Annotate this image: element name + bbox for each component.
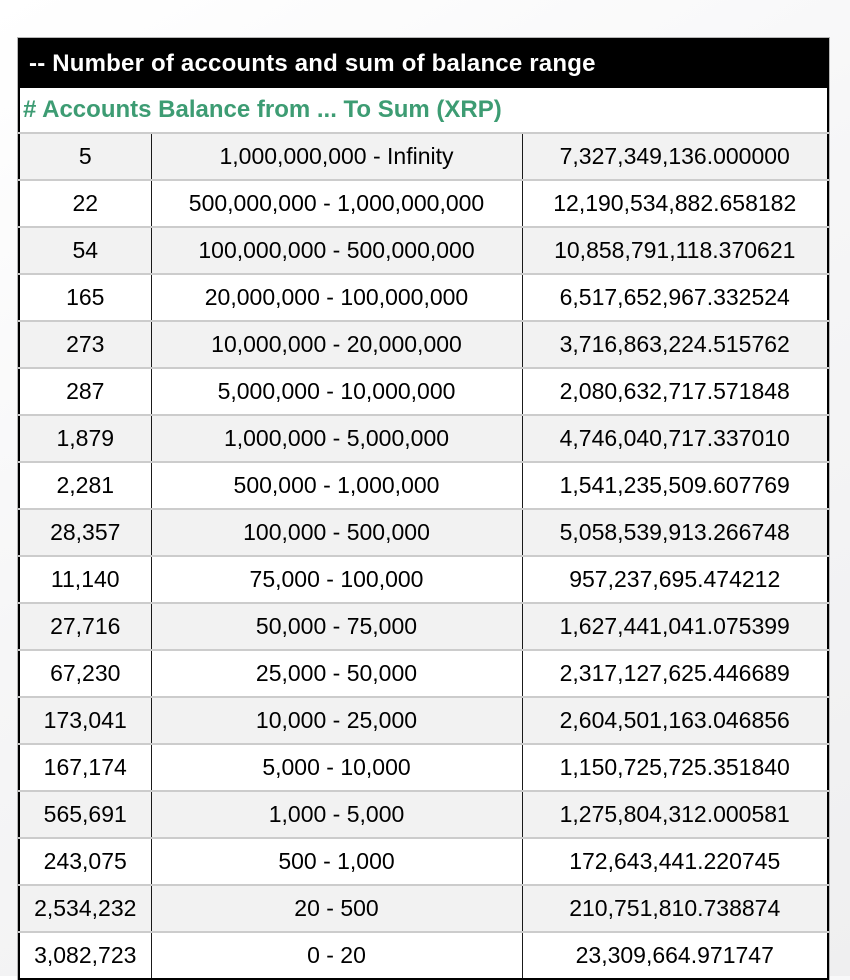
- table-row: [19, 368, 828, 415]
- balance-range-cell: 20,000,000 - 100,000,000: [151, 274, 522, 321]
- table-row: [19, 838, 828, 885]
- balance-range-cell: 1,000,000 - 5,000,000: [151, 415, 522, 462]
- sum-xrp-cell: 2,080,632,717.571848: [522, 368, 828, 415]
- accounts-cell: 28,357: [19, 509, 151, 556]
- sum-xrp-cell: 1,275,804,312.000581: [522, 791, 828, 838]
- accounts-cell: 54: [19, 227, 151, 274]
- table-row: [19, 274, 828, 321]
- sum-xrp-cell: 12,190,534,882.658182: [522, 180, 828, 227]
- table-row: [19, 321, 828, 368]
- balance-range-cell: 25,000 - 50,000: [151, 650, 522, 697]
- sum-xrp-cell: 172,643,441.220745: [522, 838, 828, 885]
- balance-distribution-section: [18, 38, 829, 980]
- table-row: [19, 180, 828, 227]
- balance-range-cell: 100,000,000 - 500,000,000: [151, 227, 522, 274]
- table-row: [19, 556, 828, 603]
- balance-range-cell: 1,000 - 5,000: [151, 791, 522, 838]
- sum-xrp-cell: 957,237,695.474212: [522, 556, 828, 603]
- accounts-cell: 173,041: [19, 697, 151, 744]
- balance-range-cell: 10,000 - 25,000: [151, 697, 522, 744]
- table-body: [19, 133, 828, 979]
- balance-range-cell: 5,000 - 10,000: [151, 744, 522, 791]
- accounts-cell: 167,174: [19, 744, 151, 791]
- table-row: [19, 227, 828, 274]
- sum-xrp-cell: 1,541,235,509.607769: [522, 462, 828, 509]
- accounts-cell: 165: [19, 274, 151, 321]
- sum-xrp-cell: 10,858,791,118.370621: [522, 227, 828, 274]
- accounts-cell: 273: [19, 321, 151, 368]
- sum-xrp-cell: 2,317,127,625.446689: [522, 650, 828, 697]
- sum-xrp-cell: 4,746,040,717.337010: [522, 415, 828, 462]
- table-row: [19, 744, 828, 791]
- balance-range-cell: 50,000 - 75,000: [151, 603, 522, 650]
- accounts-cell: 287: [19, 368, 151, 415]
- accounts-cell: 1,879: [19, 415, 151, 462]
- accounts-cell: 2,534,232: [19, 885, 151, 932]
- balance-range-cell: 5,000,000 - 10,000,000: [151, 368, 522, 415]
- sum-xrp-cell: 23,309,664.971747: [522, 932, 828, 979]
- table-row: [19, 133, 828, 180]
- accounts-cell: 11,140: [19, 556, 151, 603]
- accounts-cell: 67,230: [19, 650, 151, 697]
- table-row: [19, 603, 828, 650]
- table-row: [19, 697, 828, 744]
- accounts-cell: 27,716: [19, 603, 151, 650]
- balance-range-cell: 500,000 - 1,000,000: [151, 462, 522, 509]
- table-row: [19, 885, 828, 932]
- sum-xrp-cell: 6,517,652,967.332524: [522, 274, 828, 321]
- table-row: [19, 791, 828, 838]
- accounts-cell: 565,691: [19, 791, 151, 838]
- column-header-row: [19, 88, 828, 133]
- table-row: [19, 415, 828, 462]
- accounts-cell: 5: [78, 143, 92, 169]
- accounts-cell: 2,281: [19, 462, 151, 509]
- table-row: [19, 932, 828, 979]
- table-row: [19, 462, 828, 509]
- balance-distribution-table: [18, 38, 829, 980]
- accounts-cell: 22: [19, 180, 151, 227]
- accounts-cell: 243,075: [19, 838, 151, 885]
- sum-xrp-cell: 1,627,441,041.075399: [522, 603, 828, 650]
- sum-xrp-cell: 5,058,539,913.266748: [522, 509, 828, 556]
- balance-range-cell: 20 - 500: [151, 885, 522, 932]
- balance-range-cell: 75,000 - 100,000: [151, 556, 522, 603]
- table-title-row: [19, 39, 828, 88]
- column-header-label: # Accounts Balance from ... To Sum (XRP): [19, 88, 828, 133]
- accounts-cell: 3,082,723: [19, 932, 151, 979]
- table-row: [19, 650, 828, 697]
- sum-xrp-cell: 7,327,349,136.000000: [522, 133, 828, 180]
- balance-range-cell: 500 - 1,000: [151, 838, 522, 885]
- sum-xrp-cell: 2,604,501,163.046856: [522, 697, 828, 744]
- balance-range-cell: 500,000,000 - 1,000,000,000: [151, 180, 522, 227]
- table-title: -- Number of accounts and sum of balance range: [19, 39, 828, 88]
- sum-xrp-cell: 210,751,810.738874: [522, 885, 828, 932]
- balance-range-cell: 1,000,000,000 - Infinity: [151, 133, 522, 180]
- table-row: [19, 509, 828, 556]
- balance-range-cell: 100,000 - 500,000: [151, 509, 522, 556]
- sum-xrp-cell: 1,150,725,725.351840: [522, 744, 828, 791]
- balance-range-cell: 0 - 20: [151, 932, 522, 979]
- sum-xrp-cell: 3,716,863,224.515762: [522, 321, 828, 368]
- balance-range-cell: 10,000,000 - 20,000,000: [151, 321, 522, 368]
